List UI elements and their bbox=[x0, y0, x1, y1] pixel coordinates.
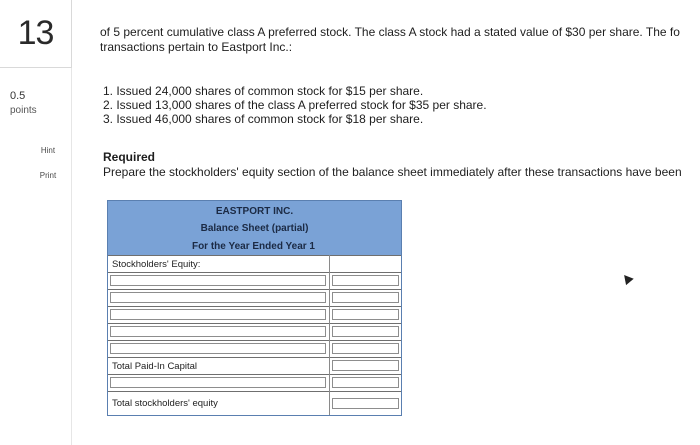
table-row bbox=[108, 374, 401, 391]
total-paid-in-row bbox=[108, 357, 401, 374]
transaction-item: 2. Issued 13,000 shares of the class A preferred stock for $35 per share. bbox=[103, 98, 487, 112]
required-text: Prepare the stockholders' equity section of the balance sheet immediately after these transactions have been bbox=[103, 165, 682, 179]
account-input[interactable] bbox=[110, 326, 326, 337]
statement-period: For the Year Ended Year 1 bbox=[191, 241, 315, 252]
section-label: Stockholders' Equity: bbox=[112, 259, 201, 270]
company-name: EASTPORT INC. bbox=[215, 206, 294, 217]
intro-line-1: of 5 percent cumulative class A preferred stock. The class A stock had a stated value of $30 per share. The fo bbox=[100, 25, 680, 39]
print-button[interactable]: Print bbox=[39, 171, 57, 180]
points-value: 0.5 bbox=[10, 90, 26, 102]
points-info bbox=[10, 89, 37, 117]
points-label: points bbox=[10, 104, 37, 116]
transaction-item: 1. Issued 24,000 shares of common stock for $15 per share. bbox=[103, 84, 424, 98]
balance-sheet-header bbox=[108, 201, 401, 255]
table-row bbox=[108, 272, 401, 289]
transaction-list bbox=[103, 84, 487, 126]
table-row bbox=[108, 289, 401, 306]
total-equity-amount[interactable] bbox=[332, 398, 399, 409]
total-paid-in-label: Total Paid-In Capital bbox=[112, 361, 198, 372]
amount-input[interactable] bbox=[332, 377, 399, 388]
statement-title: Balance Sheet (partial) bbox=[200, 223, 309, 234]
account-input[interactable] bbox=[110, 309, 326, 320]
table-row bbox=[108, 323, 401, 340]
amount-input[interactable] bbox=[332, 292, 399, 303]
balance-sheet-table bbox=[107, 200, 402, 416]
mouse-cursor-icon bbox=[620, 272, 633, 285]
amount-input[interactable] bbox=[332, 275, 399, 286]
required-title: Required bbox=[103, 150, 156, 164]
section-label-row bbox=[108, 255, 401, 272]
problem-intro bbox=[100, 25, 700, 55]
total-equity-label: Total stockholders' equity bbox=[112, 398, 218, 409]
amount-input[interactable] bbox=[332, 326, 399, 337]
account-input[interactable] bbox=[110, 377, 326, 388]
column-divider bbox=[329, 255, 330, 415]
sidebar bbox=[0, 68, 72, 445]
account-input[interactable] bbox=[110, 343, 326, 354]
question-number: 13 bbox=[17, 14, 54, 52]
account-input[interactable] bbox=[110, 275, 326, 286]
amount-input[interactable] bbox=[332, 343, 399, 354]
amount-input[interactable] bbox=[332, 309, 399, 320]
transaction-item: 3. Issued 46,000 shares of common stock for $18 per share. bbox=[103, 112, 424, 126]
question-number-box bbox=[0, 0, 72, 68]
account-input[interactable] bbox=[110, 292, 326, 303]
intro-line-2: transactions pertain to Eastport Inc.: bbox=[100, 40, 293, 54]
table-row bbox=[108, 306, 401, 323]
total-equity-row bbox=[108, 391, 401, 415]
hint-button[interactable]: Hint bbox=[40, 146, 56, 155]
table-row bbox=[108, 340, 401, 357]
required-section bbox=[103, 150, 682, 180]
total-paid-in-amount[interactable] bbox=[332, 360, 399, 371]
